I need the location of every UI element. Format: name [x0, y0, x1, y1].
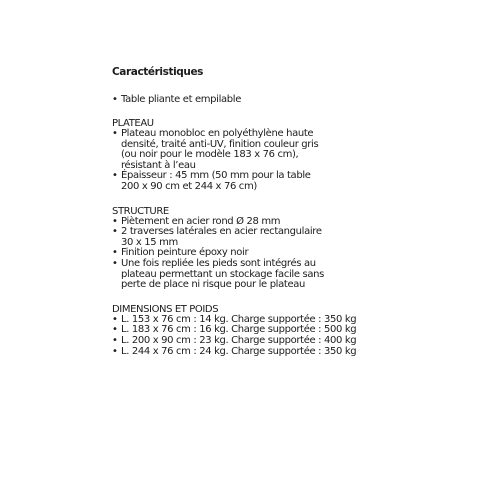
list-item	[112, 171, 412, 192]
item-line: (ou noir pour le modèle 183 x 76 cm),	[121, 149, 299, 161]
item-line: perte de place ni risque pour le plateau	[121, 279, 306, 291]
section-list	[112, 315, 412, 357]
item-line: • Finition peinture époxy noir	[121, 247, 249, 259]
section-structure	[112, 206, 412, 291]
document-title: Caractéristiques	[112, 66, 204, 78]
list-item	[112, 336, 412, 347]
list-item	[112, 259, 412, 291]
section-list	[112, 217, 412, 291]
item-line: • 2 traverses latérales en acier rectangulaire	[121, 226, 322, 238]
section-dimensions	[112, 304, 412, 357]
item-line: • L. 200 x 90 cm : 23 kg. Charge supportée : 400 kg	[121, 334, 357, 346]
item-line: densité, traité anti-UV, finition couleur gris	[121, 138, 319, 150]
item-line: • L. 244 x 76 cm : 24 kg. Charge supportée : 350 kg	[121, 345, 357, 357]
item-line: • L. 153 x 76 cm : 14 kg. Charge supportée : 350 kg	[121, 313, 357, 325]
item-line: • Épaisseur : 45 mm (50 mm pour la table	[121, 170, 311, 182]
item-line: • L. 183 x 76 cm : 16 kg. Charge supportée : 500 kg	[121, 324, 357, 336]
spec-document	[112, 66, 412, 370]
list-item: • Table pliante et empilable	[112, 94, 412, 106]
section-heading: STRUCTURE	[112, 205, 169, 217]
section-heading: PLATEAU	[112, 118, 154, 129]
section-list	[112, 129, 412, 193]
list-item	[112, 227, 412, 248]
list-item	[112, 129, 412, 171]
section-heading: DIMENSIONS ET POIDS	[112, 303, 219, 315]
item-line: • Une fois repliée les pieds sont intégrés au	[121, 257, 316, 269]
item-line: • Plateau monobloc en polyéthylène haute	[121, 128, 314, 139]
list-item	[112, 347, 412, 358]
intro-list	[112, 94, 412, 106]
section-plateau	[112, 118, 412, 193]
item-line: • Piètement en acier rond Ø 28 mm	[121, 215, 281, 227]
item-line: 200 x 90 cm et 244 x 76 cm)	[121, 180, 257, 192]
item-line: résistant à l’eau	[121, 159, 196, 171]
item-line: 30 x 15 mm	[121, 236, 178, 248]
item-line: plateau permettant un stockage facile sans	[121, 268, 324, 280]
